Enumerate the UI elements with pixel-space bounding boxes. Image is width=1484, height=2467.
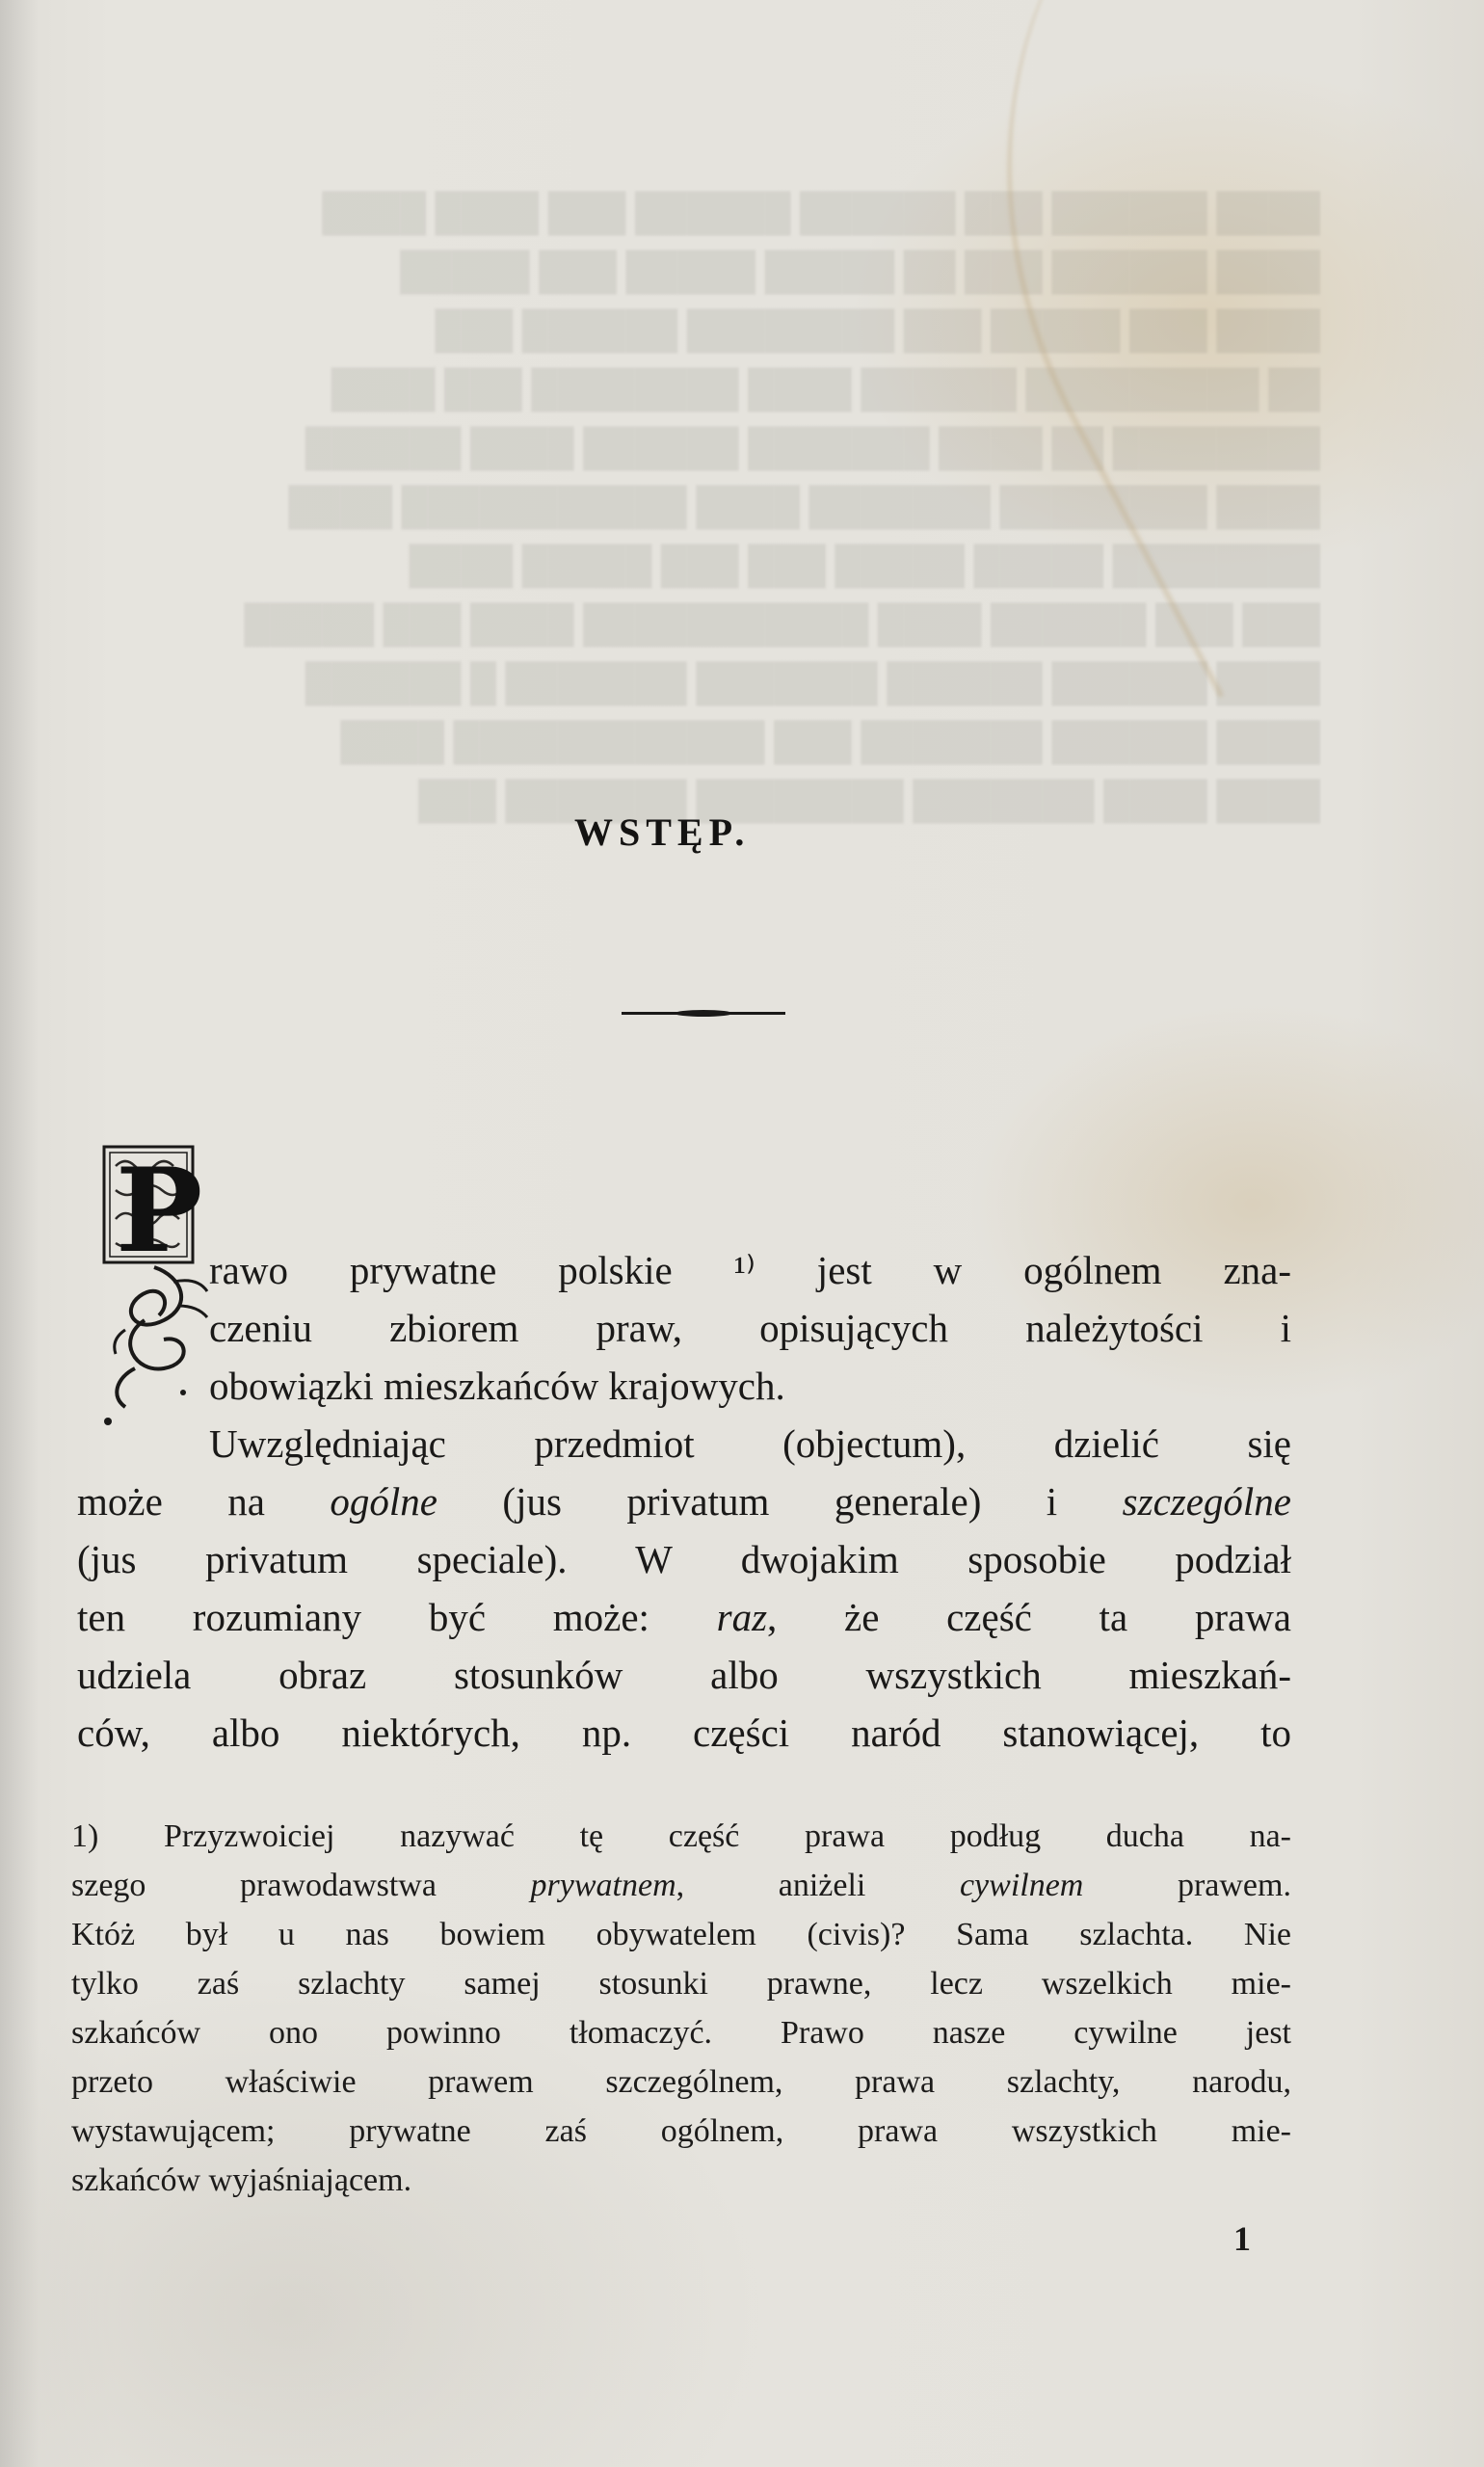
text-line: może na ogólne (jus privatum generale) i szczególne	[77, 1479, 1292, 1524]
footnote-line: wystawującem; prywatne zaś ogólnem, prawa wszystkich mie-	[71, 2113, 1291, 2149]
italic-term: raz	[716, 1595, 768, 1639]
text-line: obowiązki mieszkańców krajowych.	[209, 1364, 785, 1408]
footnote-line: szkańców ono powinno tłomaczyć. Prawo nasze cywilne jest	[71, 2015, 1291, 2051]
page-number: 1	[1233, 2219, 1251, 2258]
bleed-through-text: ████ ██████ ███ ██████ ██████ ███ ████ ████ ████ ██████ ███ ██ █████ █████ ███ █████ ████ ███ █████ ███ ████████ ██████ ███ ██ █████████ ██████ ████ ████████ ███ ████ ████████ ██ ████ ███████ ██████ ████ ██████ ████ ████████ ███████ ████ ███████████ ████ ████████ █████ █████ ███ ███ █████ ████ ███ ███ ██████ ████ ███████████ ████ ███ █████ ████ ██████ ██████ ███████ ███████ █ ██████ ████ ██████ ███████ ███ ████████████ ████ ████ ████ ███████ ████████ ███████ ███	[244, 193, 1320, 821]
text-line: (jus privatum speciale). W dwojakim sposobie podział	[77, 1537, 1291, 1581]
svg-text:P: P	[116, 1143, 203, 1279]
footnote-line: przeto właściwie prawem szczególnem, prawa szlachty, narodu,	[71, 2064, 1291, 2100]
text-line: czeniu zbiorem praw, opisujących należytości i	[209, 1306, 1291, 1350]
footnote-block	[71, 1812, 1291, 2205]
footnote-line: Któż był u nas bowiem obywatelem (civis)? Sama szlachta. Nie	[71, 1917, 1291, 1952]
text-line: ców, albo niektórych, np. części naród stanowiącej, to	[77, 1711, 1291, 1755]
footnote-line: tylko zaś szlachty samej stosunki prawne, lecz wszelkich mie-	[71, 1966, 1291, 2002]
ornamental-rule	[622, 1012, 785, 1015]
italic-term: szczególne	[1122, 1479, 1292, 1524]
italic-term: prywatnem	[530, 1868, 676, 1903]
footnote-line: 1) Przyzwoiciej nazywać tę część prawa podług ducha na-	[71, 1818, 1291, 1854]
chapter-heading: WSTĘP.	[574, 810, 751, 854]
footnote-line: szego prawodawstwa prywatnem, aniżeli cywilnem prawem.	[71, 1868, 1291, 1903]
text-line: udziela obraz stosunków albo wszystkich mieszkań-	[77, 1653, 1291, 1697]
text-line: Uwzględniając przedmiot (objectum), dzielić się	[209, 1421, 1291, 1466]
italic-term: cywilnem	[959, 1868, 1084, 1903]
footnote-line: szkańców wyjaśniającem.	[71, 2162, 412, 2198]
body-paragraph	[77, 1241, 1291, 1762]
water-stain	[848, 0, 1484, 698]
italic-term: ogólne	[330, 1479, 437, 1524]
text-line: rawo prywatne polskie ¹⁾ jest w ogólnem zna-	[209, 1248, 1291, 1292]
text-line: ten rozumiany być może: raz, że część ta prawa	[77, 1595, 1292, 1639]
